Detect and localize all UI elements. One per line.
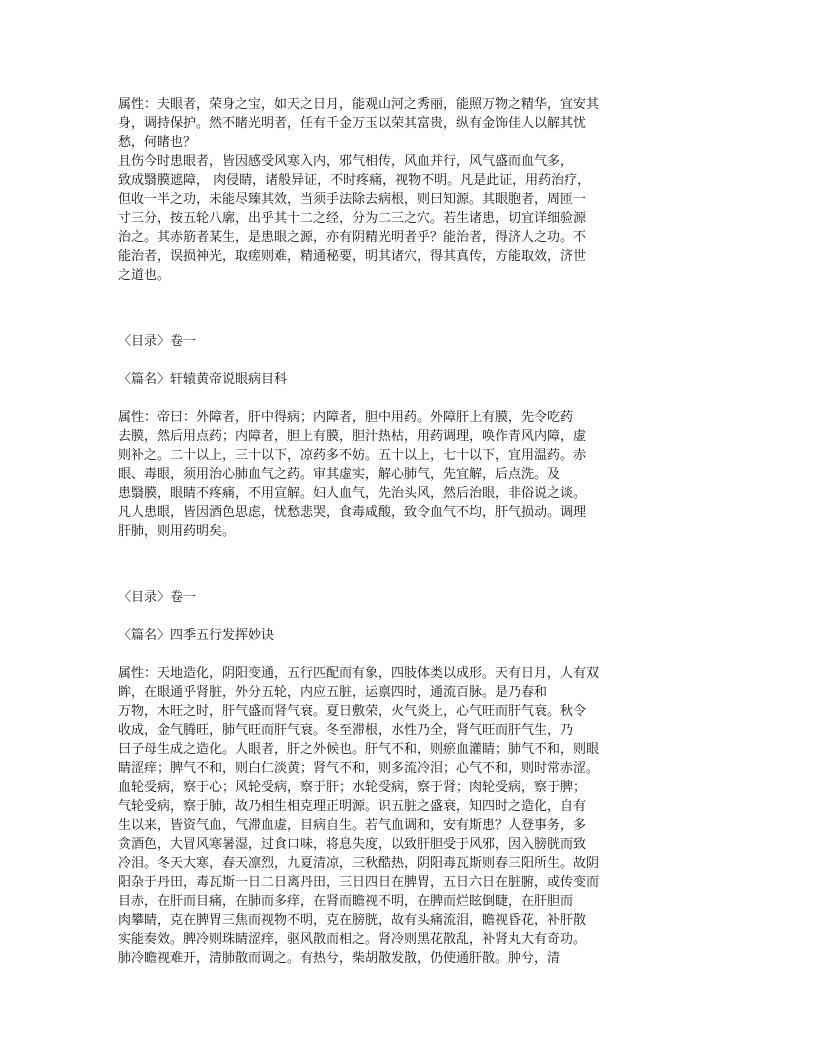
text-line: 贪酒色，大冒风寒暑湿，过食口味，将息失度，以致肝胆受于风邪，因入膀胱而致 — [118, 837, 587, 852]
text-line: 肉攀睛，克在脾胃三焦而视物不明，克在膀胱，故有头痛流泪，瞻视昏花，补肝散 — [118, 913, 587, 928]
chapter-paragraph — [118, 408, 718, 541]
text-line: 愁，何睹也？ — [118, 135, 197, 150]
text-line: 目赤，在肝而目痛，在肺而多痒，在肾而瞻视不明，在脾而烂眩倒睫，在肝胆而 — [118, 894, 574, 909]
text-line: 致成翳膜遮障， 肉侵睛，诸般异证，不时疼痛，视物不明。凡是此证，用药治疗， — [118, 173, 591, 188]
text-line: 属性：天地造化，阴阳变通，五行匹配而有象，四肢体类以成形。天有日月，人有双 — [118, 666, 600, 681]
text-line: 患翳膜，眼睛不疼痛，不用宣解。妇人血气，先治头风，然后治眼，非俗说之谈。 — [118, 486, 587, 501]
text-line: 治之。其赤筋者某生，是患眼之源，亦有阴精光明者乎？能治者，得济人之功。不 — [118, 230, 587, 245]
text-line: 且伤今时患眼者，皆因感受风寒入内，邪气相传，风血并行，风气盛而血气多， — [118, 154, 574, 169]
text-line: 眼、毒眼，须用治心肺血气之药。审其虚实，解心肺气，先宜解，后点洗。及 — [118, 467, 561, 482]
text-line: 气轮受病，察于肺，故乃相生相克理正明源。识五脏之盛衰，知四时之造化，自有 — [118, 799, 587, 814]
catalog-heading: 〈目录〉卷一 — [118, 590, 197, 605]
chapter-title: 〈篇名〉轩辕黄帝说眼病目科 — [118, 372, 288, 387]
text-line: 生以来，皆资气血，气滞血虚，目病自生。若气血调和，安有斯患？人登事务，多 — [118, 818, 587, 833]
text-line: 身，调持保护。然不睹光明者，任有千金万玉以荣其富贵，纵有金饰佳人以解其忧 — [118, 116, 587, 131]
text-line: 收成，金气腾旺，肺气旺而肝气衰。冬至滞根，水性乃全，肾气旺而肝气生，乃 — [118, 723, 574, 738]
text-line: 肺冷瞻视难开，清肺散而调之。有热兮，柴胡散发散，仍使通肝散。肿兮，清 — [118, 951, 561, 966]
text-line: 属性：夫眼者，荣身之宝，如天之日月，能观山河之秀丽，能照万物之精华，宜安其 — [118, 97, 600, 112]
text-line: 但收一半之功，未能尽臻其效，当须手法除去病根，则曰知源。其眼胞者，周匝一 — [118, 192, 587, 207]
text-line: 眸，在眼通乎肾脏，外分五轮，内应五脏，运禀四时，通流百脉。是乃春和 — [118, 685, 548, 700]
text-line: 睛涩痒；脾气不和，则白仁淡黄；肾气不和，则多流冷泪；心气不和，则时常赤涩。 — [118, 761, 600, 776]
text-line: 去膜，然后用点药；内障者，胆上有膜，胆汁热枯，用药调理，唤作青风内障，虚 — [118, 429, 587, 444]
text-line: 凡人患眼，皆因酒色思虑，忧愁悲哭，食毒咸酸，致令血气不均，肝气损动。调理 — [118, 505, 587, 520]
text-line: 寸三分，按五轮八廓，出乎其十二之经，分为二三之穴。若生诸患，切宜详细验源 — [118, 211, 587, 226]
preface-paragraph — [118, 95, 718, 285]
text-line: 属性：帝曰：外障者，肝中得病；内障者，胆中用药。外障肝上有膜，先令吃药 — [118, 410, 574, 425]
document-page — [118, 95, 718, 968]
text-line: 冷泪。冬天大寒，春天凛烈，九夏清凉，三秋酷热，阴阳毒瓦斯则春三阳所生。故阴 — [118, 856, 600, 871]
chapter-title: 〈篇名〉四季五行发挥妙诀 — [118, 628, 275, 643]
text-line: 实能奏效。脾冷则珠睛涩痒，驱风散而相之。肾冷则黑花散乱，补肾丸大有奇功。 — [118, 932, 587, 947]
text-line: 肝肺，则用药明矣。 — [118, 524, 236, 539]
text-line: 血轮受病，察于心；风轮受病，察于肝；水轮受病，察于肾；肉轮受病，察于脾； — [118, 780, 587, 795]
text-line: 阳杂于丹田，毒瓦斯一日二日离丹田，三日四日在脾胃，五日六日在脏腑，或传变而 — [118, 875, 600, 890]
chapter-paragraph — [118, 664, 718, 968]
text-line: 曰子母生成之造化。人眼者，肝之外候也。肝气不和，则瘀血灌睛；肺气不和，则眼 — [118, 742, 600, 757]
text-line: 万物，木旺之时，肝气盛而肾气衰。夏日敷荣，火气炎上，心气旺而肝气衰。秋令 — [118, 704, 587, 719]
text-line: 能治者，误损神光，取瘥则难，精通秘要，明其诸穴，得其真传，方能取效，济世 — [118, 249, 587, 264]
catalog-heading: 〈目录〉卷一 — [118, 334, 197, 349]
text-line: 之道也。 — [118, 268, 171, 283]
text-line: 则补之。二十以上，三十以下，凉药多不妨。五十以上，七十以下，宜用温药。赤 — [118, 448, 587, 463]
